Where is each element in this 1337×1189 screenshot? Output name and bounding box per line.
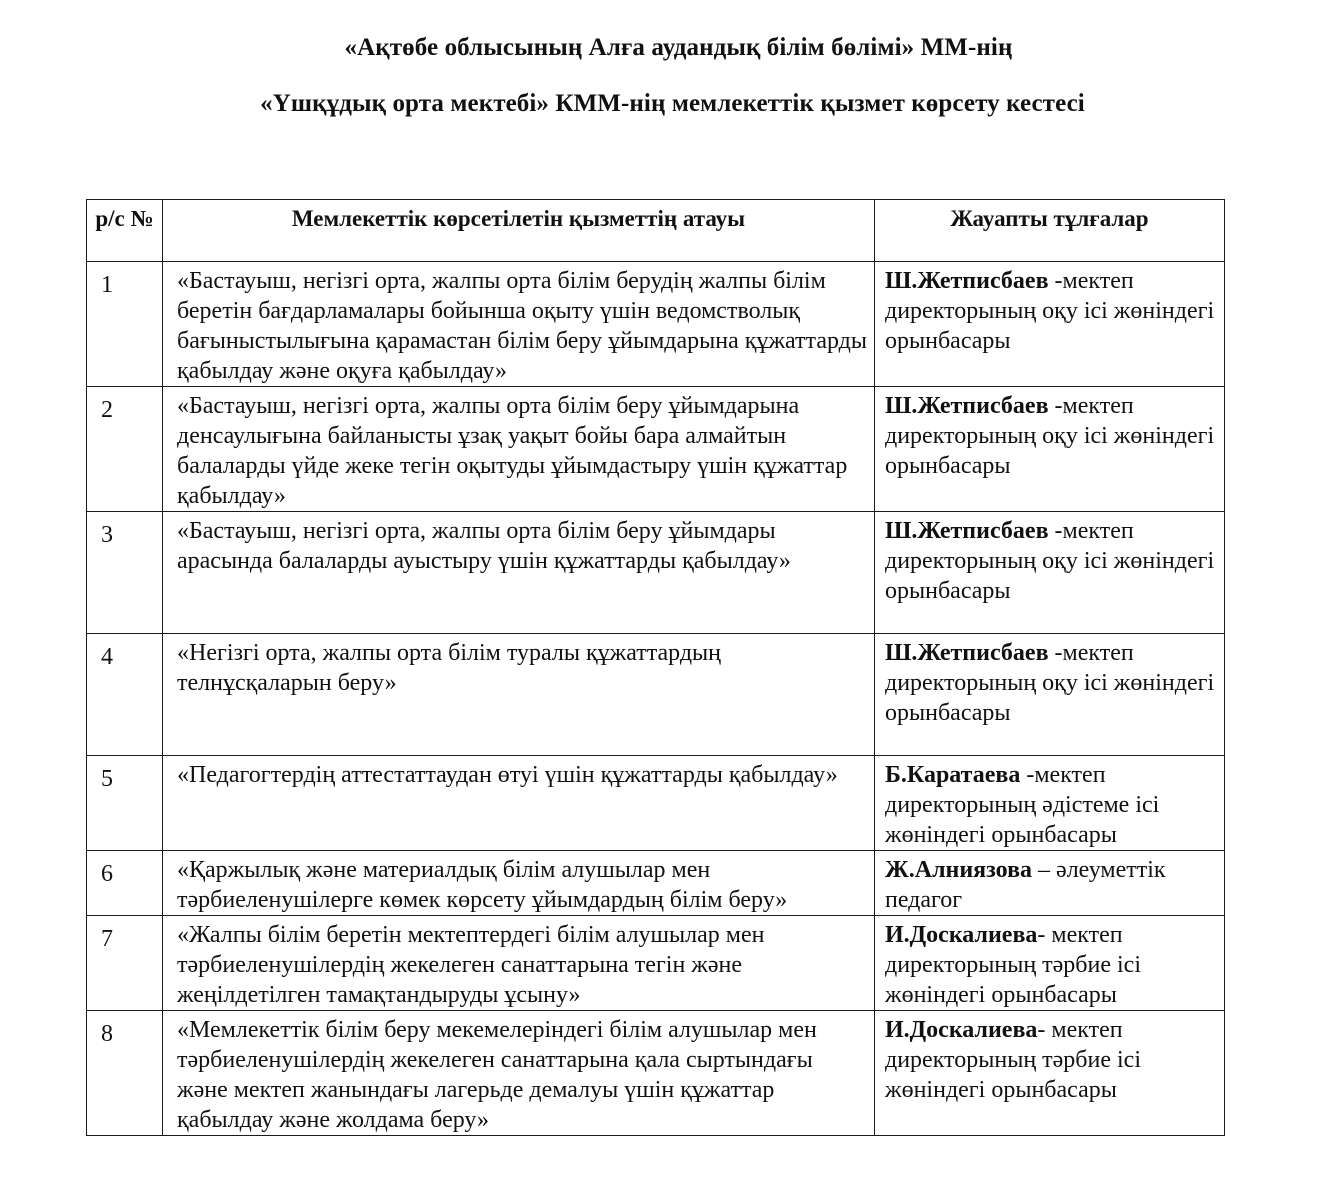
responsible-role: - мектеп директорының тәрбие ісі жөніндегі орынбасары (885, 1017, 1141, 1103)
header-num: р/с № (87, 200, 163, 262)
service-schedule-table (86, 199, 1225, 1136)
responsible-person (875, 916, 1225, 1011)
service-name: «Қаржылық және материалдық білім алушылар мен тәрбиеленушілерге көмек көрсету ұйымдардың білім беру» (163, 851, 875, 916)
row-number: 5 (87, 756, 163, 851)
responsible-person (875, 851, 1225, 916)
table-row (87, 916, 1225, 1011)
responsible-role: – әлеуметтік педагог (885, 857, 1166, 913)
document-title-line-2: «Үшқұдық орта мектебі» КММ-нің мемлекеттік қызмет көрсету кестесі (260, 90, 1085, 117)
header-responsible: Жауапты тұлғалар (875, 200, 1225, 262)
service-name: «Негізгі орта, жалпы орта білім туралы құжаттардың телнұсқаларын беру» (163, 634, 875, 756)
service-name: «Жалпы білім беретін мектептердегі білім алушылар мен тәрбиеленушілердің жекелеген санаттарына тегін және жеңілдетілген тамақтандыруды ұсыну» (163, 916, 875, 1011)
responsible-role: - мектеп директорының тәрбие ісі жөніндегі орынбасары (885, 922, 1141, 1008)
responsible-role: -мектеп директорының оқу ісі жөніндегі орынбасары (885, 393, 1215, 479)
row-number: 6 (87, 851, 163, 916)
table-header-row (87, 200, 1225, 262)
row-number: 4 (87, 634, 163, 756)
service-name: «Бастауыш, негізгі орта, жалпы орта білім берудің жалпы білім беретін бағдарламалары бойынша оқыту үшін ведомстволық бағыныстылығына қарамастан білім беру ұйымдарына құжаттарды қабылдау және оқуға қабылдау» (163, 262, 875, 387)
row-number: 3 (87, 512, 163, 634)
responsible-person (875, 387, 1225, 512)
table-row (87, 387, 1225, 512)
responsible-role: -мектеп директорының оқу ісі жөніндегі орынбасары (885, 640, 1215, 726)
responsible-role: -мектеп директорының әдістеме ісі жөніндегі орынбасары (885, 762, 1160, 848)
responsible-person (875, 756, 1225, 851)
responsible-name: И.Доскалиева (885, 922, 1038, 948)
responsible-role: -мектеп директорының оқу ісі жөніндегі орынбасары (885, 518, 1215, 604)
responsible-person (875, 634, 1225, 756)
service-name: «Педагогтердің аттестаттаудан өтуі үшін құжаттарды қабылдау» (163, 756, 875, 851)
responsible-name: Ш.Жетписбаев (885, 268, 1049, 294)
table-row (87, 851, 1225, 916)
table-row (87, 756, 1225, 851)
table-row (87, 262, 1225, 387)
service-name: «Бастауыш, негізгі орта, жалпы орта білім беру ұйымдары арасында балаларды ауыстыру үшін құжаттарды қабылдау» (163, 512, 875, 634)
row-number: 2 (87, 387, 163, 512)
responsible-name: И.Доскалиева (885, 1017, 1038, 1043)
responsible-name: Ж.Алниязова (885, 857, 1033, 883)
header-service: Мемлекеттік көрсетілетін қызметтің атауы (163, 200, 875, 262)
row-number: 7 (87, 916, 163, 1011)
responsible-role: -мектеп директорының оқу ісі жөніндегі орынбасары (885, 268, 1215, 354)
responsible-person (875, 1011, 1225, 1136)
service-name: «Бастауыш, негізгі орта, жалпы орта білім беру ұйымдарына денсаулығына байланысты ұзақ уақыт бойы бара алмайтын балаларды үйде жеке тегін оқытуды ұйымдастыру үшін құжаттар қабылдау» (163, 387, 875, 512)
responsible-person (875, 262, 1225, 387)
table-row (87, 512, 1225, 634)
table-row (87, 634, 1225, 756)
row-number: 8 (87, 1011, 163, 1136)
table-row (87, 1011, 1225, 1136)
responsible-person (875, 512, 1225, 634)
service-name: «Мемлекеттік білім беру мекемелеріндегі білім алушылар мен тәрбиеленушілердің жекелеген санаттарына қала сыртындағы және мектеп жанындағы лагерьде демалуы үшін құжаттар қабылдау және жолдама беру» (163, 1011, 875, 1136)
document-title-line-1: «Ақтөбе облысының Алға аудандық білім бөлімі» ММ-нің (344, 34, 1013, 61)
row-number: 1 (87, 262, 163, 387)
responsible-name: Ш.Жетписбаев (885, 518, 1049, 544)
responsible-name: Ш.Жетписбаев (885, 393, 1049, 419)
responsible-name: Ш.Жетписбаев (885, 640, 1049, 666)
responsible-name: Б.Каратаева (885, 762, 1021, 788)
